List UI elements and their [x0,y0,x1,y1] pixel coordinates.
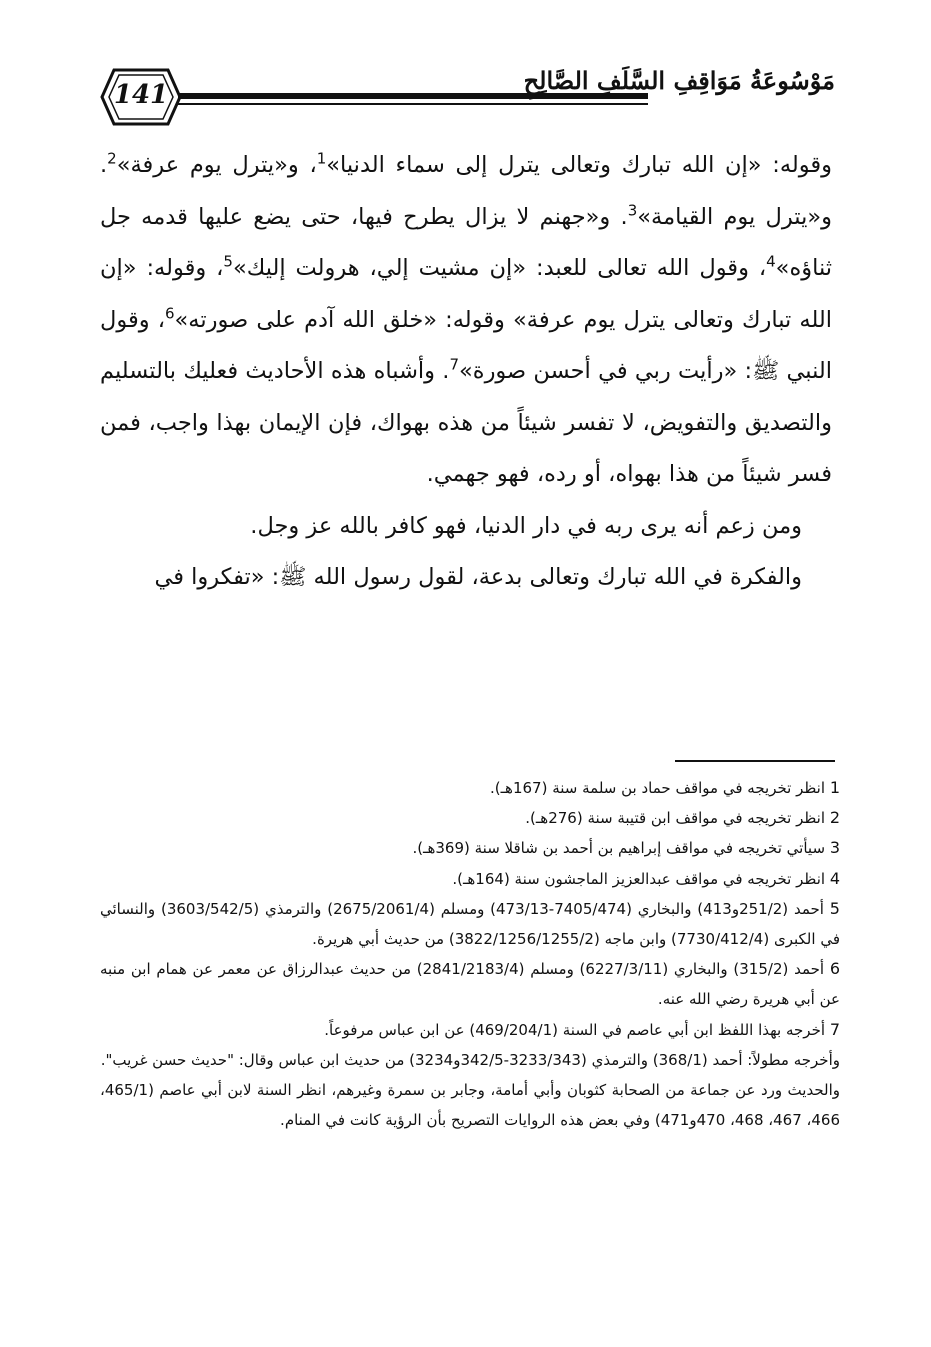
paragraph-2: ومن زعم أنه يرى ربه في دار الدنيا، فهو كافر بالله عز وجل. [250,512,802,539]
text-run: ، وقول الله تعالى للعبد: «إن مشيت إلي، هرولت إليك» [232,255,767,281]
footnote [100,894,840,954]
series-title: مَوْسُوعَةُ مَوَاقِفِ السَّلَفِ الصَّالِحِ [523,66,835,95]
footnote-number: 6 [829,959,840,979]
text-run: ، و«يترل يوم عرفة» [116,152,317,178]
paragraph-3: والفكرة في الله تبارك وتعالى بدعة، لقول رسول الله ﷺ: «تفكروا في [154,564,802,590]
footnote-separator [675,760,835,762]
footnote [100,803,840,833]
footnotes [100,773,840,1135]
footnote [100,954,840,1014]
footnote-text: أحمد (251/2و413) والبخاري (7405/474-473/13) ومسلم (2675/2061/4) والترمذي (3603/542/5) والنسائي في الكبرى (7730/412/4) وابن ماجه (3822/1256/1255/2) من حديث أبي هريرة. [100,899,840,949]
footnote-ref: 1 [316,149,327,168]
footnote-number: 1 [829,778,840,797]
text-run: ، وقوله: «إن الله تبارك وتعالى يترل يوم عرفة» وقوله: «خلق الله آدم على صورته» [100,255,833,333]
footnote-text: أحمد (315/2) والبخاري (6227/3/11) ومسلم (2841/2183/4) من حديث عبدالرزاق عن معمر عن همام ابن منبه عن أبي هريرة رضي الله عنه. [100,960,840,1009]
page-number: 141 [113,80,169,110]
footnote [100,864,840,894]
footnote-text: أخرجه بهذا اللفظ ابن أبي عاصم في السنة (469/204/1) عن ابن عباس مرفوعاً. [324,1020,826,1039]
footnote-number: 2 [829,808,840,828]
footnote-ref: 5 [223,252,233,271]
footnote-text: انظر تخريجه في مواقف حماد بن سلمة سنة (167هـ). [490,779,826,797]
footnote-ref: 4 [766,252,776,271]
footnote [100,773,840,803]
footnote-ref: 7 [449,355,460,374]
main-text [100,140,832,604]
footnote-ref: 2 [107,149,117,168]
footnote-text: سيأتي تخريجه في مواقف إبراهيم بن أحمد بن شاقلا سنة (369هـ). [412,839,826,858]
text-run: . وأشباه هذه الأحاديث فعليك بالتسليم والتصديق والتفويض، لا تفسر شيئاً من هذه بهواك، فإن الإيمان بهذا واجب، فمن فسر شيئاً من هذا بهواه، أو رده، فهو جهمي. [100,358,832,487]
footnote [100,833,840,863]
text-run: وقوله: «إن الله تبارك وتعالى يترل إلى سماء الدنيا» [326,152,832,178]
page-number-badge [100,68,182,126]
page-header [100,62,835,134]
header-rule-thin [178,103,648,105]
text-run: . و«جهنم لا يزال يطرح فيها، حتى يضع عليها قدمه جل ثناؤه» [100,203,832,281]
text-run: . و«يترل يوم القيامة» [100,152,832,230]
footnote-number: 5 [829,898,840,918]
footnote-text: انظر تخريجه في مواقف ابن قتيبة سنة (276هـ). [525,809,826,828]
footnote-number: 7 [829,1019,840,1039]
footnote-ref: 3 [627,201,638,219]
paragraph-1 [100,140,832,501]
footnote-continuation: وأخرجه مطولاً: أحمد (368/1) والترمذي (3233/343-342/5و3234) من حديث ابن عباس وقال: "حديث حسن غريب". [100,1050,840,1069]
footnote-continuation: والحديث ورد عن جماعة من الصحابة كثوبان وأبي أمامة، وجابر بن سمرة وغيرهم، انظر السنة لابن أبي عاصم (465/1، 466، 467، 468، 470و471) وفي بعض هذه الروايات التصريح بأن الرؤية كانت في المنام. [100,1081,840,1130]
footnote [100,1015,840,1045]
text-run: ، وقول النبي ﷺ: «رأيت ربي في أحسن صورة» [100,306,832,384]
footnote-text: انظر تخريجه في مواقف عبدالعزيز الماجشون سنة (164هـ). [452,869,826,888]
footnote-number: 4 [829,868,840,888]
footnote-ref: 6 [164,304,175,322]
footnote-number: 3 [829,838,840,858]
